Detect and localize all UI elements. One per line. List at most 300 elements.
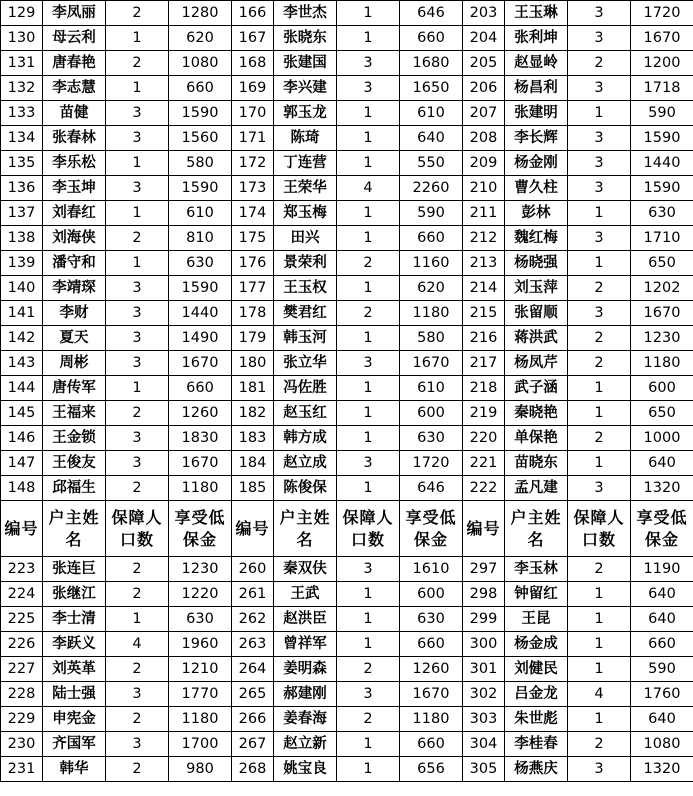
cell-name: 赵显岭 [505,51,568,76]
cell-count: 1 [337,201,400,226]
cell-count: 2 [106,476,169,501]
cell-id: 222 [463,476,505,501]
cell-amount: 1000 [631,426,693,451]
cell-count: 1 [337,1,400,26]
cell-name: 周彬 [43,351,106,376]
cell-id: 225 [1,607,43,632]
cell-count: 2 [568,351,631,376]
cell-name: 樊君红 [274,301,337,326]
cell-count: 1 [337,401,400,426]
cell-amount: 640 [631,707,693,732]
cell-id: 230 [1,732,43,757]
cell-name: 陆士强 [43,682,106,707]
cell-amount: 1670 [631,301,693,326]
cell-name: 申宪金 [43,707,106,732]
cell-count: 3 [337,557,400,582]
bottom-rows [1,557,693,782]
header-name: 户主姓名 [43,501,106,557]
cell-amount: 650 [631,401,693,426]
cell-count: 3 [337,451,400,476]
cell-name: 魏红梅 [505,226,568,251]
cell-name: 吕金龙 [505,682,568,707]
cell-id: 167 [232,26,274,51]
cell-id: 300 [463,632,505,657]
cell-name: 姚宝良 [274,757,337,782]
cell-count: 4 [106,632,169,657]
cell-id: 169 [232,76,274,101]
cell-id: 207 [463,101,505,126]
cell-count: 3 [106,276,169,301]
cell-name: 赵洪臣 [274,607,337,632]
cell-amount: 660 [400,26,463,51]
cell-count: 2 [106,582,169,607]
cell-count: 3 [337,76,400,101]
cell-count: 1 [568,707,631,732]
table-row [1,251,693,276]
cell-id: 143 [1,351,43,376]
cell-id: 266 [232,707,274,732]
cell-id: 175 [232,226,274,251]
cell-name: 姜明森 [274,657,337,682]
cell-id: 171 [232,126,274,151]
cell-name: 李长辉 [505,126,568,151]
cell-id: 168 [232,51,274,76]
cell-count: 1 [337,632,400,657]
cell-name: 王金锁 [43,426,106,451]
cell-amount: 1610 [400,557,463,582]
cell-amount: 1670 [400,682,463,707]
cell-count: 1 [337,426,400,451]
cell-count: 1 [337,732,400,757]
cell-count: 1 [106,376,169,401]
cell-count: 3 [568,126,631,151]
cell-name: 冯佐胜 [274,376,337,401]
cell-count: 1 [337,757,400,782]
cell-amount: 1180 [169,476,232,501]
cell-id: 146 [1,426,43,451]
cell-count: 1 [337,226,400,251]
cell-count: 4 [568,682,631,707]
table-row [1,151,693,176]
table-row [1,401,693,426]
cell-count: 2 [337,707,400,732]
cell-amount: 1260 [400,657,463,682]
cell-id: 184 [232,451,274,476]
cell-amount: 1230 [631,326,693,351]
cell-count: 3 [106,126,169,151]
cell-amount: 1720 [631,1,693,26]
cell-id: 262 [232,607,274,632]
table-row [1,126,693,151]
cell-name: 夏天 [43,326,106,351]
cell-count: 1 [337,607,400,632]
cell-amount: 1202 [631,276,693,301]
cell-name: 刘玉萍 [505,276,568,301]
header-amount: 享受低保金 [631,501,693,557]
cell-count: 3 [106,101,169,126]
cell-name: 王俊友 [43,451,106,476]
cell-amount: 610 [400,101,463,126]
table-row [1,351,693,376]
cell-count: 1 [106,26,169,51]
cell-id: 204 [463,26,505,51]
cell-id: 174 [232,201,274,226]
cell-count: 3 [568,26,631,51]
cell-count: 1 [337,151,400,176]
cell-amount: 656 [400,757,463,782]
cell-id: 185 [232,476,274,501]
table-row [1,657,693,682]
cell-count: 2 [106,401,169,426]
cell-count: 3 [337,351,400,376]
cell-id: 176 [232,251,274,276]
cell-id: 166 [232,1,274,26]
cell-name: 李兴建 [274,76,337,101]
cell-id: 261 [232,582,274,607]
cell-id: 301 [463,657,505,682]
cell-amount: 1670 [169,451,232,476]
cell-count: 2 [106,226,169,251]
cell-count: 2 [568,426,631,451]
cell-amount: 630 [400,426,463,451]
cell-name: 李财 [43,301,106,326]
cell-name: 李桂春 [505,732,568,757]
table-row [1,1,693,26]
table-row [1,582,693,607]
cell-id: 203 [463,1,505,26]
cell-name: 邱福生 [43,476,106,501]
cell-amount: 1200 [631,51,693,76]
table-row [1,426,693,451]
cell-name: 赵立新 [274,732,337,757]
cell-name: 单保艳 [505,426,568,451]
cell-id: 268 [232,757,274,782]
cell-name: 钟留红 [505,582,568,607]
table-row [1,226,693,251]
cell-amount: 1080 [631,732,693,757]
cell-name: 唐春艳 [43,51,106,76]
cell-id: 211 [463,201,505,226]
cell-name: 张建国 [274,51,337,76]
cell-name: 张连巨 [43,557,106,582]
cell-amount: 1560 [169,126,232,151]
cell-id: 304 [463,732,505,757]
table-row [1,201,693,226]
cell-id: 205 [463,51,505,76]
cell-amount: 640 [631,582,693,607]
cell-amount: 1160 [400,251,463,276]
top-rows [1,1,693,501]
cell-id: 173 [232,176,274,201]
cell-id: 181 [232,376,274,401]
cell-amount: 1590 [169,176,232,201]
cell-id: 138 [1,226,43,251]
cell-count: 2 [337,251,400,276]
cell-count: 3 [337,682,400,707]
cell-name: 张立华 [274,351,337,376]
cell-name: 张留顺 [505,301,568,326]
cell-amount: 810 [169,226,232,251]
cell-count: 1 [106,201,169,226]
cell-name: 母云利 [43,26,106,51]
cell-count: 1 [337,476,400,501]
cell-name: 齐国军 [43,732,106,757]
cell-count: 2 [106,707,169,732]
cell-count: 1 [568,251,631,276]
cell-id: 216 [463,326,505,351]
cell-name: 张继江 [43,582,106,607]
cell-name: 李士清 [43,607,106,632]
cell-name: 郭玉龙 [274,101,337,126]
cell-name: 潘守和 [43,251,106,276]
cell-name: 唐传军 [43,376,106,401]
cell-name: 张建明 [505,101,568,126]
cell-amount: 1490 [169,326,232,351]
cell-id: 224 [1,582,43,607]
cell-amount: 600 [400,582,463,607]
cell-id: 208 [463,126,505,151]
cell-amount: 1180 [169,707,232,732]
cell-id: 303 [463,707,505,732]
cell-id: 228 [1,682,43,707]
cell-id: 136 [1,176,43,201]
cell-name: 李世杰 [274,1,337,26]
cell-id: 215 [463,301,505,326]
cell-id: 267 [232,732,274,757]
cell-amount: 580 [169,151,232,176]
cell-id: 217 [463,351,505,376]
cell-name: 王福来 [43,401,106,426]
cell-name: 杨金刚 [505,151,568,176]
cell-count: 2 [106,757,169,782]
header-id: 编号 [463,501,505,557]
cell-amount: 1320 [631,757,693,782]
cell-count: 1 [106,251,169,276]
cell-count: 3 [337,51,400,76]
cell-amount: 1180 [631,351,693,376]
cell-amount: 1760 [631,682,693,707]
cell-id: 213 [463,251,505,276]
cell-amount: 1670 [400,351,463,376]
cell-id: 145 [1,401,43,426]
cell-id: 221 [463,451,505,476]
cell-amount: 660 [400,732,463,757]
cell-id: 214 [463,276,505,301]
cell-id: 179 [232,326,274,351]
cell-id: 134 [1,126,43,151]
cell-name: 郑玉梅 [274,201,337,226]
cell-count: 1 [568,451,631,476]
cell-count: 1 [337,276,400,301]
cell-id: 298 [463,582,505,607]
header-row [1,501,693,557]
header-id: 编号 [1,501,43,557]
cell-amount: 610 [400,376,463,401]
header-count: 保障人口数 [337,501,400,557]
cell-count: 1 [568,401,631,426]
cell-amount: 590 [631,657,693,682]
cell-count: 2 [568,557,631,582]
table-row [1,176,693,201]
cell-count: 3 [568,226,631,251]
cell-amount: 620 [169,26,232,51]
cell-name: 王武 [274,582,337,607]
cell-count: 3 [568,757,631,782]
cell-id: 139 [1,251,43,276]
table-row [1,707,693,732]
cell-count: 1 [568,657,631,682]
cell-amount: 1710 [631,226,693,251]
cell-name: 杨金成 [505,632,568,657]
cell-id: 132 [1,76,43,101]
cell-amount: 590 [400,201,463,226]
cell-count: 2 [337,301,400,326]
cell-count: 1 [106,151,169,176]
cell-name: 曹久柱 [505,176,568,201]
table-row [1,301,693,326]
cell-name: 王玉琳 [505,1,568,26]
cell-name: 李靖琛 [43,276,106,301]
cell-id: 231 [1,757,43,782]
cell-count: 3 [106,326,169,351]
cell-id: 144 [1,376,43,401]
header-count: 保障人口数 [106,501,169,557]
cell-name: 曾祥军 [274,632,337,657]
cell-amount: 630 [169,251,232,276]
cell-name: 刘健民 [505,657,568,682]
table-row [1,632,693,657]
cell-count: 3 [106,682,169,707]
cell-name: 李跃义 [43,632,106,657]
header-amount: 享受低保金 [169,501,232,557]
cell-name: 王昆 [505,607,568,632]
cell-amount: 630 [631,201,693,226]
table-row [1,451,693,476]
cell-id: 142 [1,326,43,351]
cell-amount: 650 [631,251,693,276]
cell-id: 170 [232,101,274,126]
cell-count: 2 [568,276,631,301]
cell-id: 133 [1,101,43,126]
cell-amount: 600 [631,376,693,401]
cell-count: 1 [337,582,400,607]
cell-count: 1 [568,607,631,632]
cell-amount: 580 [400,326,463,351]
cell-name: 田兴 [274,226,337,251]
cell-amount: 646 [400,476,463,501]
cell-name: 赵玉红 [274,401,337,426]
cell-amount: 980 [169,757,232,782]
cell-id: 299 [463,607,505,632]
cell-name: 张利坤 [505,26,568,51]
table-row [1,557,693,582]
cell-amount: 1220 [169,582,232,607]
cell-name: 苗健 [43,101,106,126]
cell-count: 1 [568,582,631,607]
cell-name: 蒋洪武 [505,326,568,351]
cell-count: 2 [568,732,631,757]
cell-amount: 1960 [169,632,232,657]
table-row [1,376,693,401]
cell-count: 1 [568,632,631,657]
cell-count: 3 [568,1,631,26]
cell-name: 李乐松 [43,151,106,176]
header-count: 保障人口数 [568,501,631,557]
cell-amount: 1190 [631,557,693,582]
cell-name: 苗晓东 [505,451,568,476]
cell-amount: 640 [631,451,693,476]
cell-count: 3 [106,176,169,201]
cell-count: 1 [568,201,631,226]
cell-amount: 1230 [169,557,232,582]
cell-name: 彭林 [505,201,568,226]
cell-amount: 640 [400,126,463,151]
cell-count: 3 [106,451,169,476]
cell-id: 212 [463,226,505,251]
cell-id: 209 [463,151,505,176]
cell-name: 郝建刚 [274,682,337,707]
table-row [1,476,693,501]
cell-amount: 660 [169,76,232,101]
cell-amount: 1210 [169,657,232,682]
cell-amount: 2260 [400,176,463,201]
header-name: 户主姓名 [505,501,568,557]
cell-name: 陈琦 [274,126,337,151]
cell-amount: 1670 [631,26,693,51]
cell-id: 263 [232,632,274,657]
cell-name: 杨燕庆 [505,757,568,782]
cell-name: 姜春海 [274,707,337,732]
cell-amount: 646 [400,1,463,26]
cell-name: 张春林 [43,126,106,151]
cell-name: 王玉权 [274,276,337,301]
cell-name: 李玉林 [505,557,568,582]
cell-amount: 1650 [400,76,463,101]
cell-amount: 1180 [400,707,463,732]
cell-amount: 610 [169,201,232,226]
cell-id: 178 [232,301,274,326]
cell-count: 2 [568,326,631,351]
cell-amount: 620 [400,276,463,301]
cell-count: 3 [106,732,169,757]
cell-name: 刘英革 [43,657,106,682]
cell-id: 137 [1,201,43,226]
table-row [1,51,693,76]
cell-name: 王荣华 [274,176,337,201]
cell-count: 1 [337,101,400,126]
cell-count: 2 [106,557,169,582]
cell-amount: 1440 [631,151,693,176]
cell-name: 陈俊保 [274,476,337,501]
cell-count: 4 [337,176,400,201]
cell-name: 秦双伕 [274,557,337,582]
cell-name: 景荣利 [274,251,337,276]
cell-amount: 1590 [631,176,693,201]
cell-name: 武子涵 [505,376,568,401]
cell-amount: 1260 [169,401,232,426]
cell-id: 182 [232,401,274,426]
cell-count: 2 [568,51,631,76]
cell-count: 3 [568,76,631,101]
table-row [1,732,693,757]
cell-name: 朱世彪 [505,707,568,732]
cell-count: 3 [106,351,169,376]
cell-name: 赵立成 [274,451,337,476]
cell-amount: 660 [400,632,463,657]
cell-id: 183 [232,426,274,451]
cell-name: 杨晓强 [505,251,568,276]
cell-id: 180 [232,351,274,376]
